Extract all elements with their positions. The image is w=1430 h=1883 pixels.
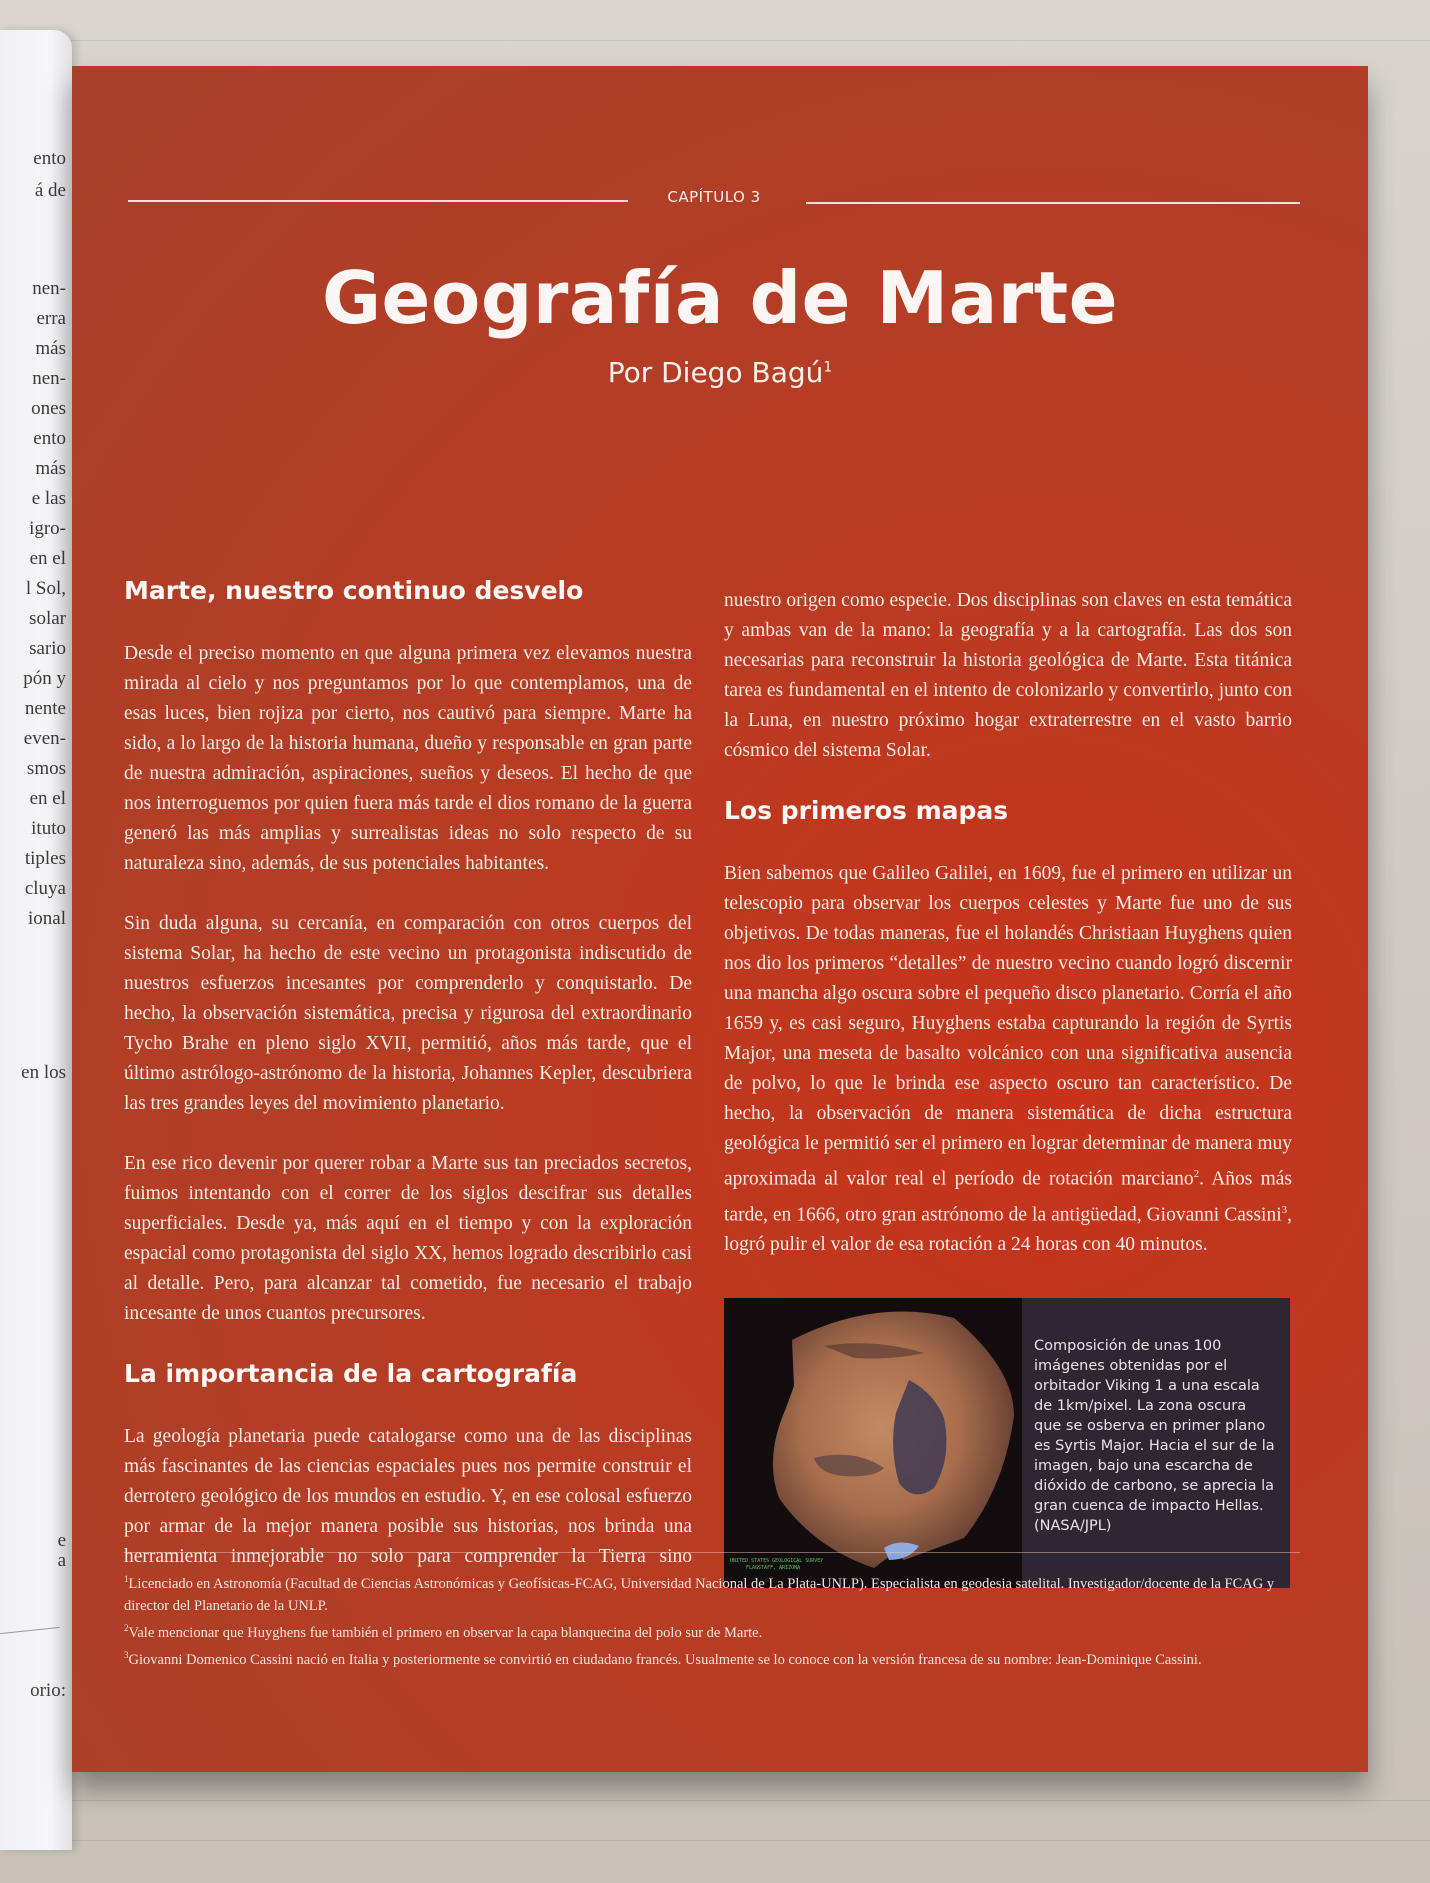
left-page-text-fragment: nen- [32, 368, 66, 389]
left-page-text-fragment: tiples [24, 848, 66, 869]
left-page-rule [0, 1627, 60, 1634]
chapter-header [128, 188, 1300, 218]
mars-image [724, 1298, 1022, 1588]
left-page-text-fragment: smos [26, 758, 66, 779]
text-run: Bien sabemos que Galileo Galilei, en 1609, fue el primero en utilizar un telescopio para observar los cuerpos celestes y Marte fue uno de sus objetivos. De todas maneras, fue el holandés Christiaan Huyghens quien nos dio los primeros “detalles” de nuestro vecino cuando logró discernir una mancha algo oscura sobre el pequeño disco planetario. Corría el año 1659 y, es casi seguro, Huyghens estaba capturando la región de Syrtis Major, una meseta de basalto volcánico con una significativa ausencia de polvo, lo que le brinda ese aspecto oscuro tan característico. De hecho, la observación de manera sistemática de dicha estructura geológica le permitió ser el primero en lograr determinar de manera muy aproximada al valor real el período de rotación marciano [724, 863, 1292, 1190]
wood-grain [0, 1800, 1430, 1801]
magazine-page [72, 66, 1368, 1772]
footnote-ref-3: 3 [1281, 1203, 1288, 1216]
footnote-text: Licenciado en Astronomía (Facultad de Ciencias Astronómicas y Geofísicas-FCAG, Universidad Nacional de La Plata-UNLP). Especialista en geodesia satelital. Investigador/docente de la FCAG y director del Planetario de la UNLP. [124, 1575, 1275, 1614]
footnote-divider [124, 1552, 1300, 1553]
left-page-text-fragment: ones [31, 398, 66, 419]
text-run: . Años más tarde, en 1666, otro gran astrónomo de la antigüedad, Giovanni Cassini [724, 1168, 1292, 1225]
figure-caption: Composición de unas 100 imágenes obtenidas por el orbitador Viking 1 a una escala de 1km/pixel. La zona oscura que se osberva en primer plano es Syrtis Major. Hacia el sur de la imagen, bajo una escarcha de dióxido de carbono, se aprecia la gran cuenca de impacto Hellas. (NASA/JPL) [1022, 1298, 1290, 1588]
right-column [724, 586, 1292, 1260]
left-page-text-fragment: ento [33, 148, 66, 169]
left-page-text-fragment: ional [28, 908, 66, 929]
left-page-text-fragment: nente [24, 698, 66, 719]
footnote [124, 1568, 1300, 1617]
section-heading: Los primeros mapas [724, 796, 1009, 825]
wood-grain [0, 1840, 1430, 1841]
footnotes [124, 1568, 1300, 1670]
left-page-text-fragment: pón y [23, 668, 66, 689]
left-page-text-fragment: en los [21, 1062, 66, 1083]
paragraph: La geología planetaria puede catalogarse como una de las disciplinas más fascinantes de las ciencias espaciales pues nos permite construir el derrotero geológico de los mundos en estudio. Y, en ese colosal esfuerzo por armar de la mejor manera posible sus historias, nos brinda una herramienta inmejorable no solo para comprender la Tierra sino [124, 1426, 692, 1567]
footnote-text: Vale mencionar que Huyghens fue también el primero en observar la capa blanquecina del polo sur de Marte. [128, 1624, 763, 1641]
section-heading: La importancia de la cartografía [124, 1359, 578, 1388]
paragraph: Sin duda alguna, su cercanía, en comparación con otros cuerpos del sistema Solar, ha hecho de este vecino un protagonista indiscutido de nuestros esfuerzos incesantes por comprenderlo y conquistarlo. De hecho, la observación sistemática, precisa y rigurosa del extraordinario Tycho Brahe en pleno siglo XVII, permitió, años más tarde, que el último astrólogo-astrónomo de la historia, Johannes Kepler, descubriera las tres grandes leyes del movimiento planetario. [124, 913, 692, 1114]
left-page-text-fragment: e [57, 1530, 66, 1551]
wood-grain [0, 40, 1430, 41]
paragraph: nuestro origen como especie. Dos disciplinas son claves en esta temática y ambas van de la mano: la geografía y a la cartografía. Las dos son necesarias para reconstruir la historia geológica de Marte. Esta titánica tarea es fundamental en el intento de colonizarlo y convertirlo, junto con la Luna, en nuestro próximo hogar extraterrestre en el vasto barrio cósmico del sistema Solar. [724, 590, 1292, 761]
byline [72, 356, 1368, 389]
paragraph: Desde el preciso momento en que alguna primera vez elevamos nuestra mirada al cielo y nos preguntamos por lo que contemplamos, una de esas luces, bien rojiza por cierto, nos cautivó para siempre. Marte ha sido, a lo largo de la historia humana, dueño y responsable en gran parte de nuestra admiración, aspiraciones, sueños y deseos. El hecho de que nos interroguemos por quien fuera más tarde el dios romano de la guerra generó las más amplias y surrealistas ideas no solo respecto de su naturaleza sino, además, de sus potenciales habitantes. [124, 643, 692, 874]
image-credit-line: FLAGSTAFF, ARIZONA [746, 1565, 801, 1571]
left-page-text-fragment: ituto [31, 818, 66, 839]
footnote-number: 1 [124, 1574, 129, 1584]
adjacent-left-page [0, 30, 72, 1850]
left-page-text-fragment: a [57, 1550, 66, 1571]
left-page-text-fragment: even- [23, 728, 66, 749]
footnote-number: 2 [124, 1622, 129, 1633]
left-column [124, 576, 692, 1572]
footnote [124, 1644, 1300, 1671]
chapter-rule-right [806, 202, 1300, 204]
left-page-text-fragment: ento [33, 428, 66, 449]
footnote-ref-1: 1 [823, 359, 833, 376]
left-page-text-fragment: más [35, 338, 66, 359]
section-heading: Marte, nuestro continuo desvelo [124, 576, 584, 605]
left-page-text-fragment: más [35, 458, 66, 479]
footnote-text: Giovanni Domenico Cassini nació en Italia y posteriormente se convirtió en ciudadano francés. Usualmente se lo conoce con la versión francesa de su nombre: Jean-Dominique Cassini. [128, 1651, 1202, 1668]
left-page-text-fragment: en el [29, 548, 66, 569]
left-page-text-fragment: l Sol, [25, 578, 66, 599]
left-page-text-fragment: nen- [32, 278, 66, 299]
author: Por Diego Bagú [607, 356, 824, 389]
footnote-ref-2: 2 [1193, 1168, 1200, 1180]
left-page-text-fragment: igro- [29, 518, 66, 539]
figure-mars [724, 1298, 1290, 1588]
paragraph: En ese rico devenir por querer robar a Marte sus tan preciados secretos, fuimos intentando con el correr de los siglos descifrar sus detalles superficiales. Desde ya, más aquí en el tiempo y con la exploración espacial como protagonista del siglo XX, hemos logrado describirlo casi al detalle. Pero, para alcanzar tal cometido, fue necesario el trabajo incesante de unos cuantos precursores. [124, 1153, 692, 1324]
left-page-text-fragment: sario [29, 638, 66, 659]
left-page-text-fragment: orio: [30, 1680, 66, 1701]
mars-mosaic-illustration [724, 1298, 1022, 1588]
left-page-text-fragment: á de [34, 180, 66, 201]
footnote-number: 3 [124, 1649, 129, 1660]
footnote [124, 1617, 1300, 1644]
left-page-text-fragment: solar [29, 608, 66, 629]
left-page-text-fragment: cluya [24, 878, 66, 899]
text-run: , logró pulir el valor de esa rotación a 24 horas con 40 minutos. [724, 1204, 1292, 1255]
left-page-text-fragment: en el [29, 788, 66, 809]
chapter-label: CAPÍTULO 3 [667, 188, 761, 206]
paragraph [724, 859, 1292, 1260]
article-title: Geografía de Marte [321, 256, 1119, 340]
image-credit-line: UNITED STATES GEOLOGICAL SURVEY [730, 1558, 824, 1564]
left-page-text-fragment: erra [36, 308, 66, 329]
left-page-text-fragment: e las [31, 488, 66, 509]
